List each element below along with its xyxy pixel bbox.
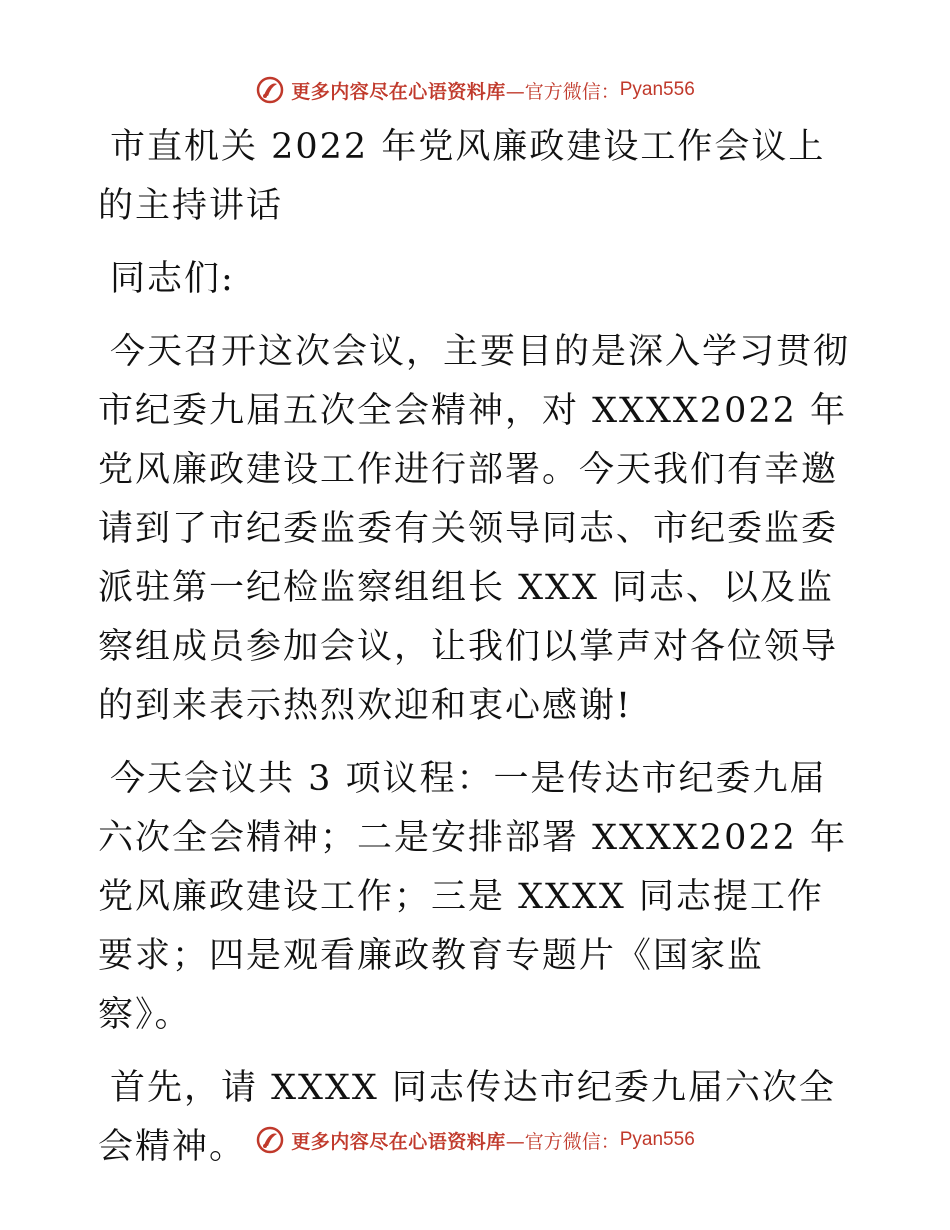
greeting: 同志们: (110, 259, 235, 299)
watermark-subtext: —官方微信： (505, 1130, 620, 1153)
watermark-banner-bottom (0, 1122, 950, 1158)
document-title: 市直机关 2022 年党风廉政建设工作会议上的主持讲话 (98, 127, 826, 226)
paragraph-1: 今天召开这次会议，主要目的是深入学习贯彻市纪委九届五次全会精神，对 XXXX2022 年党风廉政建设工作进行部署。今天我们有幸邀请到了市纪委监委有关领导同志、市纪委监委派驻第一纪检监察组组长 XXX 同志、以及监察组成员参加会议，让我们以掌声对各位领导的到来表示热烈欢迎和衷心感谢! (98, 332, 851, 726)
watermark-text: 更多内容尽在心语资料库 (291, 1130, 506, 1153)
watermark-wechat-id: Pyan556 (619, 1129, 695, 1150)
watermark-text: 更多内容尽在心语资料库 (291, 80, 506, 103)
paragraph-3: 首先，请 XXXX 同志传达市纪委九届六次全会精神。 (98, 1068, 836, 1167)
paragraph-2: 今天会议共 3 项议程：一是传达市纪委九届六次全会精神；二是安排部署 XXXX2022 年党风廉政建设工作；三是 XXXX 同志提工作要求；四是观看廉政教育专题片《国家监察》。 (98, 759, 847, 1035)
watermark-wechat-id: Pyan556 (619, 79, 695, 100)
watermark-banner-top (0, 72, 950, 108)
brand-logo-icon (255, 75, 285, 105)
document-body (98, 118, 850, 1191)
watermark-subtext: —官方微信： (505, 80, 620, 103)
brand-logo-icon (255, 1125, 285, 1155)
